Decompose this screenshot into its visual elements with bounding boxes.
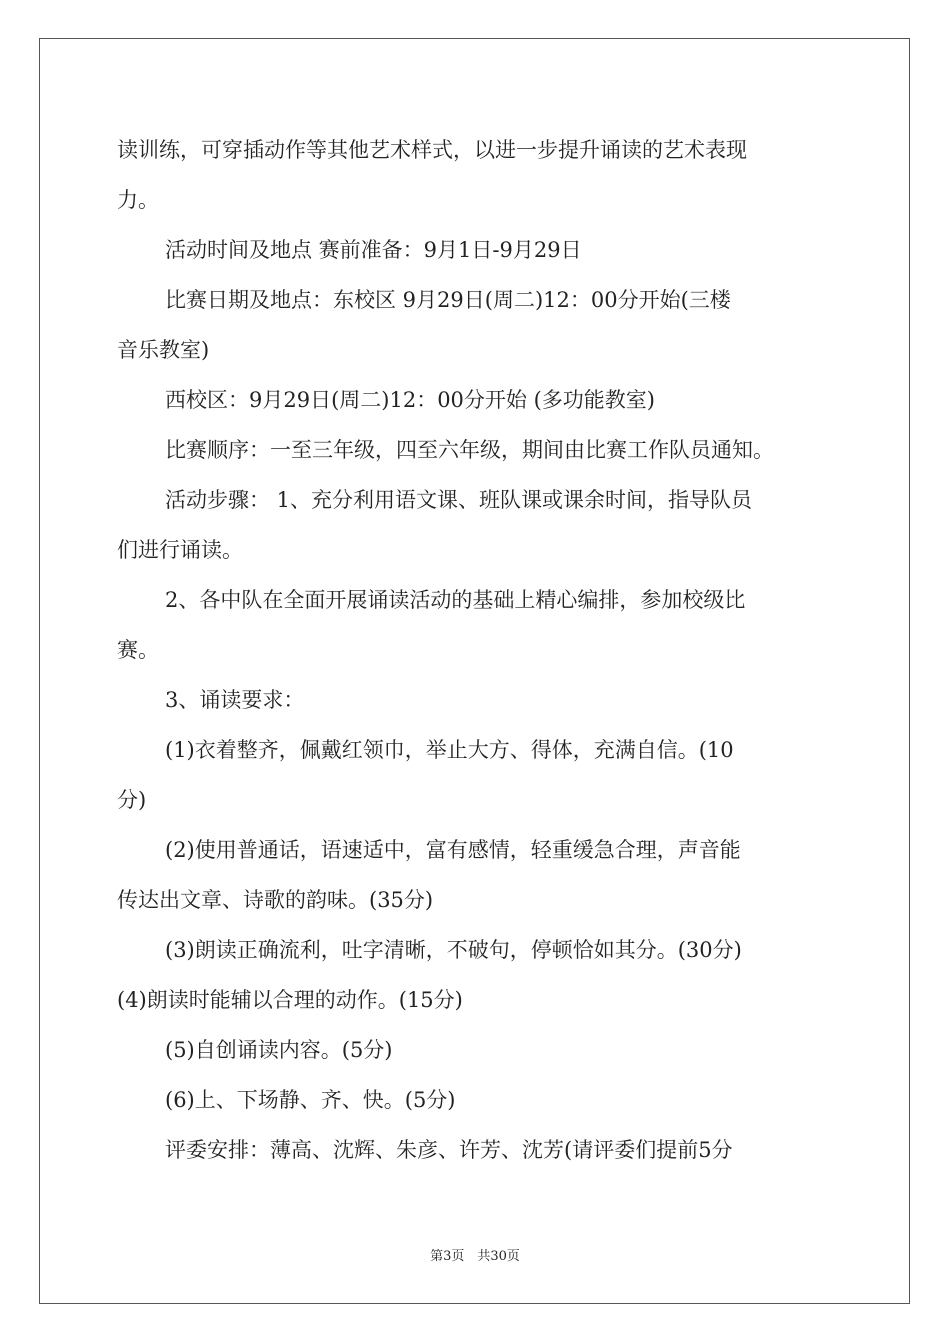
text-line: (4)朗读时能辅以合理的动作。(15分) <box>117 988 463 1012</box>
text-line: 音乐教室) <box>117 338 210 362</box>
page-footer: 第3页 共30页 <box>430 1249 520 1264</box>
text-line: 活动时间及地点 赛前准备：9月1日-9月29日 <box>165 238 582 262</box>
text-line: 赛。 <box>117 638 159 662</box>
text-line: (3)朗读正确流利，吐字清晰，不破句，停顿恰如其分。(30分) <box>165 938 742 962</box>
text-line: 比赛日期及地点：东校区 9月29日(周二)12：00分开始(三楼 <box>165 288 731 312</box>
text-line: (1)衣着整齐，佩戴红领巾，举止大方、得体，充满自信。(10 <box>165 738 734 762</box>
text-line: 西校区：9月29日(周二)12：00分开始 (多功能教室) <box>165 388 655 412</box>
text-line: 比赛顺序：一至三年级，四至六年级，期间由比赛工作队员通知。 <box>165 438 774 462</box>
text-line: 读训练，可穿插动作等其他艺术样式，以进一步提升诵读的艺术表现 <box>117 138 747 162</box>
text-line: 力。 <box>117 188 159 212</box>
text-line: 们进行诵读。 <box>117 538 243 562</box>
text-line: 传达出文章、诗歌的韵味。(35分) <box>117 888 434 912</box>
text-line: 活动步骤： 1、充分利用语文课、班队课或课余时间，指导队员 <box>165 488 753 512</box>
text-line: 2、各中队在全面开展诵读活动的基础上精心编排，参加校级比 <box>165 588 746 612</box>
text-line: (5)自创诵读内容。(5分) <box>165 1038 393 1062</box>
text-line: 评委安排：薄高、沈辉、朱彦、许芳、沈芳(请评委们提前5分 <box>165 1138 733 1162</box>
page-border <box>39 38 910 1304</box>
text-line: 分) <box>117 788 147 812</box>
text-line: (2)使用普通话，语速适中，富有感情，轻重缓急合理，声音能 <box>165 838 741 862</box>
text-line: (6)上、下场静、齐、快。(5分) <box>165 1088 456 1112</box>
text-line: 3、诵读要求： <box>165 688 305 712</box>
